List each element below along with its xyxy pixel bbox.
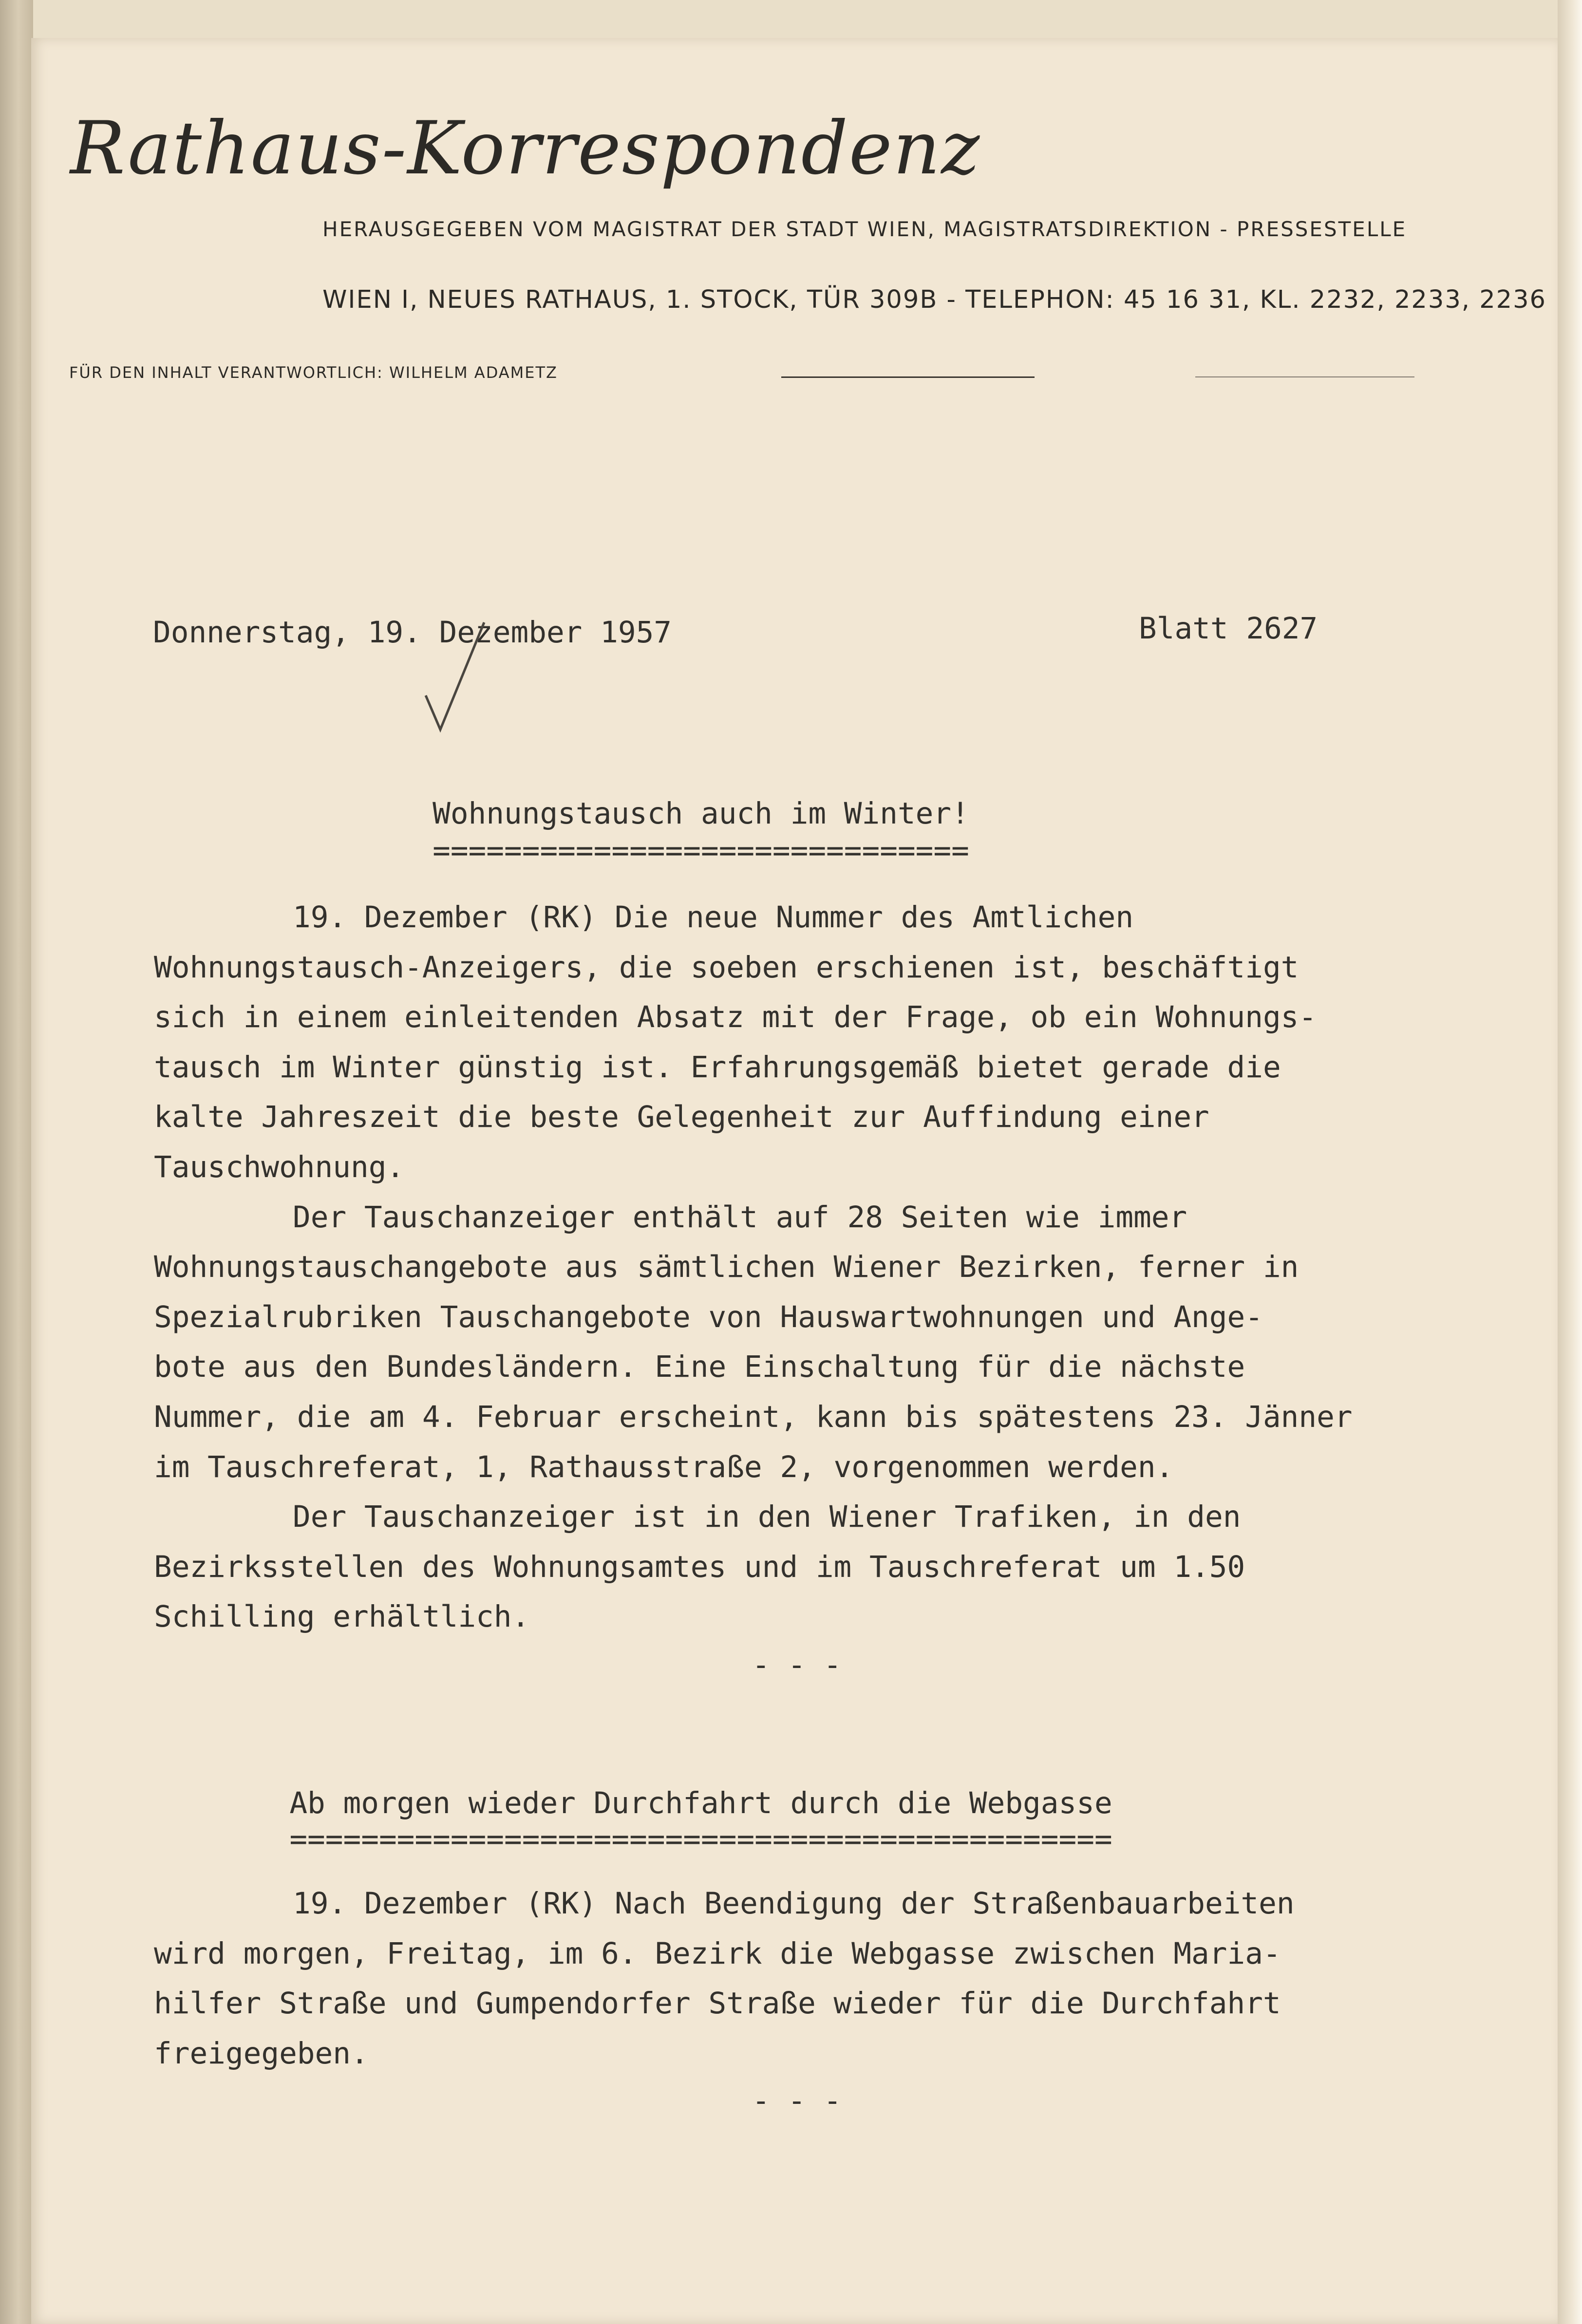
body-line: Der Tauschanzeiger enthält auf 28 Seiten wie immer [293, 1199, 1187, 1235]
body-line: Tauschwohnung. [154, 1149, 405, 1184]
body-line: bote aus den Bundesländern. Eine Einschaltung für die nächste [154, 1349, 1245, 1385]
body-line: 19. Dezember (RK) Die neue Nummer des Amtlichen [293, 900, 1134, 935]
article-1-underline: ============================== [433, 836, 969, 865]
body-line: wird morgen, Freitag, im 6. Bezirk die Webgasse zwischen Maria- [154, 1936, 1281, 1971]
article-1-headline: Wohnungstausch auch im Winter! [433, 796, 969, 831]
masthead-rule-2 [1195, 376, 1414, 377]
body-line: freigegeben. [154, 2036, 369, 2071]
document-page [31, 38, 1558, 2324]
masthead-rule-1 [781, 376, 1035, 378]
body-line: Der Tauschanzeiger ist in den Wiener Trafiken, in den [293, 1499, 1241, 1535]
book-spine [0, 0, 33, 2324]
body-line: hilfer Straße und Gumpendorfer Straße wieder für die Durchfahrt [154, 1986, 1281, 2021]
body-line: Spezialrubriken Tauschangebote von Hauswartwohnungen und Ange- [154, 1299, 1263, 1334]
body-line: Wohnungstausch-Anzeigers, die soeben erschienen ist, beschäftigt [154, 950, 1299, 985]
body-line: 19. Dezember (RK) Nach Beendigung der Straßenbauarbeiten [293, 1886, 1295, 1921]
masthead-title: Rathaus-Korrespondenz [70, 106, 981, 191]
article-2-headline: Ab morgen wieder Durchfahrt durch die Webgasse [289, 1786, 1112, 1820]
body-line: Bezirksstellen des Wohnungsamtes und im Tauschreferat um 1.50 [154, 1549, 1245, 1584]
checkmark-annotation [421, 618, 489, 734]
body-line: Schilling erhältlich. [154, 1599, 530, 1634]
body-line: kalte Jahreszeit die beste Gelegenheit zur Auffindung einer [154, 1100, 1209, 1135]
article-1-body [154, 893, 1353, 1642]
responsible-line: FÜR DEN INHALT VERANTWORTLICH: WILHELM ADAMETZ [69, 363, 558, 382]
address-line: WIEN I, NEUES RATHAUS, 1. STOCK, TÜR 309B - TELEPHON: 45 16 31, KL. 2232, 2233, 2236 [322, 285, 1546, 314]
body-line: tausch im Winter günstig ist. Erfahrungsgemäß bietet gerade die [154, 1050, 1281, 1085]
article-2-separator: - - - [752, 2083, 842, 2118]
body-line: Wohnungstauschangebote aus sämtlichen Wiener Bezirken, ferner in [154, 1250, 1299, 1285]
article-2-underline: ============================================== [289, 1824, 1112, 1854]
page-edge [1558, 0, 1582, 2324]
article-2-body [154, 1879, 1295, 2079]
dateline: Donnerstag, 19. Dezember 1957 [153, 615, 672, 650]
article-1-separator: - - - [752, 1648, 842, 1682]
body-line: im Tauschreferat, 1, Rathausstraße 2, vorgenommen werden. [154, 1449, 1174, 1484]
body-line: Nummer, die am 4. Februar erscheint, kann bis spätestens 23. Jänner [154, 1399, 1353, 1434]
sheet-number: Blatt 2627 [1139, 611, 1318, 646]
publisher-line: HERAUSGEGEBEN VOM MAGISTRAT DER STADT WIEN, MAGISTRATSDIREKTION - PRESSESTELLE [322, 217, 1407, 241]
body-line: sich in einem einleitenden Absatz mit der Frage, ob ein Wohnungs- [154, 1000, 1317, 1035]
